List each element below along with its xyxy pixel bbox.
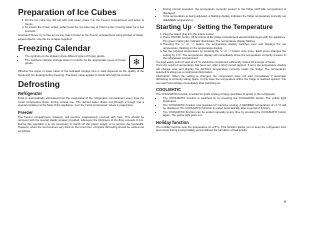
information-text: Information: When the setting is changed, the compressor does not start immediately if automatic defrosting is currently taking place. In this case the temperature within the fridge is reached quicker. You can start food storage immediately after switching on. xyxy=(156,74,286,85)
freezing-calendar-block xyxy=(18,55,144,69)
ice-cubes-steps xyxy=(18,19,144,33)
ice-important-note: Important! Never try to free an ice tray that is frozen to the freezer compartment using pointed or sharp-edged objects. Use the ice scraper supplied. xyxy=(18,34,144,41)
startup-step-2: 2. Press ON/OFF button. All functions of the fridge compartment electronically begin with the appliance. The green mains pilot indicator illuminates. The temperature display flashes. xyxy=(163,36,286,43)
ice-step-1: 1. Fill the ice cube tray 3/4 full with cold water, place it in the freezer compartment and leave to freeze. xyxy=(25,19,144,26)
ice-cubes-heading: Preparation of Ice Cubes xyxy=(18,7,117,17)
coolmatic-bullet-2: • The COOLMATIC function now provides for intensive cooling. A DESIRED temperature of +2 °C will be displayed. The COOLMATIC function is ended automatically after a period of 6 hours. xyxy=(163,104,286,111)
freezing-calendar-bullets xyxy=(18,55,126,66)
startup-step-4: 4. Set the required temperature by pressing the “+” or “–” button once more. Each press changes the setting by 1°C. The temperature display will immediately show the temperature currently present in the refrigerator compartment. xyxy=(163,50,286,61)
freezing-calendar-heading: Freezing Calendar xyxy=(18,43,91,53)
refrigerator-subheading: Refrigerator xyxy=(18,91,42,96)
holiday-heading: Holiday function xyxy=(156,119,189,125)
page-number: 9 xyxy=(283,199,286,204)
coolmatic-bullet-3: • The COOLMATIC function can be ended manually at any time by pressing the COOLMATIC button again. The yellow light goes out. xyxy=(163,111,286,118)
startup-text: Once the required temperature has been set, after a short period (approx. 5 sec.) the temperature display will change over and display the ACTUAL temperature currently inside the fridge. The temperature selected is shown as a continuous illumination. xyxy=(156,64,286,74)
ice-step-2: 2. To loosen the frozen cubes, either bend the ice cube tray or hold it under running water for a few seconds. xyxy=(25,26,144,33)
freezing-calendar-text: Whether the upper or lower value of the indicated storage time is valid depends on the quality of the foods and pre-treating before freezing. The lower value applies to foods with high fat content. xyxy=(18,70,144,77)
right-column xyxy=(156,8,286,133)
calendar-bullet-2: • The numbers indicate storage times in months for the appropriate types of frozen goods. xyxy=(25,59,126,66)
temperature-display-bullets xyxy=(156,8,286,22)
coolmatic-bullet-1: • The COOLMATIC function is switched on by pressing the COOLMATIC button. The yellow light illuminates. xyxy=(163,97,286,104)
coolmatic-heading: COOLMATIC xyxy=(156,87,182,92)
holiday-text: The holiday function sets the temperature at +15°C. This function allows you to keep the refrigerator shut and empty during a long holiday period without the formation of bad smells. xyxy=(156,125,286,132)
defrosting-heading: Defrosting xyxy=(18,79,60,89)
startup-step-3: 3. Pressing the “+” or “–” button: the temperature display switches over and displays the set temperature, flashing on the temperature display. xyxy=(163,43,286,50)
freezer-text: The freezer compartment, however, will become progressively covered with frost. This should be removed with the special plastic scraper provided, whenever the thickness of the frost exceeds 4 mm. During this operation it is not necessary to switch off the power supply or to remove the foodstuffs. However, when the ice becomes very thick on the inner liner, complete defrosting should be carried out as follows: xyxy=(18,115,144,133)
calendar-bullet-1: • The symbols on the drawers show different types of frozen goods. xyxy=(25,55,126,59)
startup-steps xyxy=(156,33,286,61)
coolmatic-text: The COOLMATIC function is suited for quick cooling of large quantities of goods in the refrigerator. xyxy=(156,93,276,96)
freezer-subheading: Freezer xyxy=(18,109,33,115)
snowflake-icon: ❄ xyxy=(129,55,144,69)
display-bullet-2: • If the temperature is being adjusted, a flashing display indicates the fridge temperature currently set (DESIRED temperature). xyxy=(163,15,286,22)
left-column xyxy=(18,8,144,133)
coolmatic-bullets xyxy=(156,97,286,118)
startup-step-1: 1. Plug the mains plug into the mains socket. xyxy=(163,33,286,37)
refrigerator-text: Frost is automatically eliminated from the evaporator of the refrigerator compartment every time the motor compressor stops, during normal use. The defrost water drains out through a trough into a special container at the back of the appliance, over the motor compressor, where it evaporates. xyxy=(18,97,144,107)
startup-note: If a food safety point of view of +5 °C should be considered sufficiently cooled for a range of foods. xyxy=(156,60,276,64)
startup-heading: Starting Up - Setting the Temperature xyxy=(156,24,273,31)
display-bullet-1: • During normal operation, the temperature currently present in the fridge (ACTUAL temperature) is displayed. xyxy=(163,8,286,15)
